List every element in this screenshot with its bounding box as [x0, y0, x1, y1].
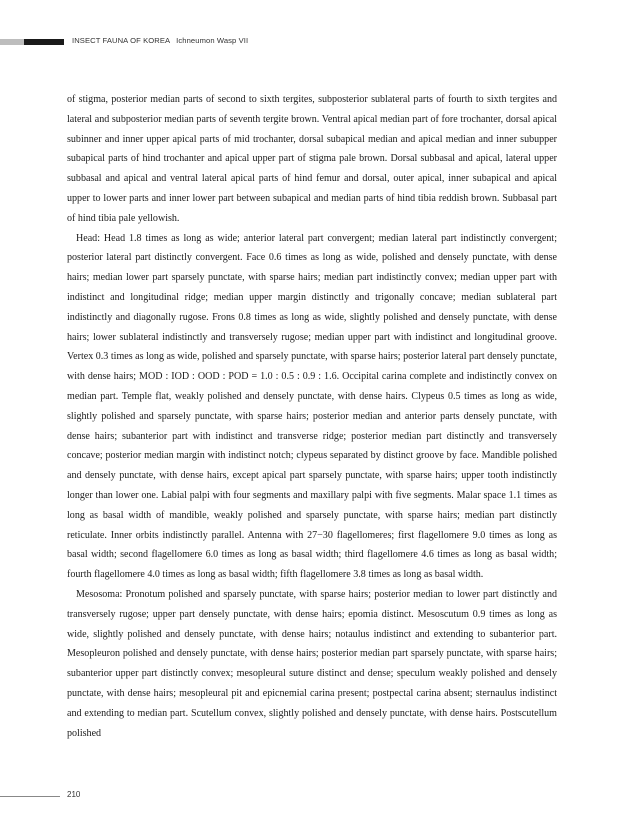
paragraph-head: Head: Head 1.8 times as long as wide; anterior lateral part convergent; median lateral part indistinctly convergent; posterior lateral part distinctly convergent. Face 0.6 times as long as wide, polished and densely punctate, with dense hairs; median lower part sparsely punctate, with sparse hairs; median part indistinctly convex; median upper part with indistinct and longitudinal ridge; median upper margin distinctly and trigonally concave; median sublateral part indistinctly and diagonally rugose. Frons 0.8 times as long as wide, slightly polished and densely punctate, with dense hairs; lower sublateral indistinctly and transversely rugose; median upper part with indistinct and longitudinal groove. Vertex 0.3 times as long as wide, polished and sparsely punctate, with sparse hairs; posterior lateral part densely punctate, with dense hairs; MOD : IOD : OOD : POD = 1.0 : 0.5 : 0.9 : 1.6. Occipital carina complete and indistinctly convex on median part. Temple flat, weakly polished and densely punctate, with dense hairs. Clypeus 0.5 times as long as wide, slightly polished and sparsely punctate, with sparse hairs; posterior median and anterior parts densely punctate, with dense hairs; subanterior part with indistinct and transverse ridge; posterior median part distinctly and transversely concave; posterior median margin with indistinct notch; clypeus separated by distinct groove by face. Mandible polished and densely punctate, with dense hairs, except apical part sparsely punctate, with sparse hairs; upper tooth indistinctly longer than lower one. Labial palpi with four segments and maxillary palpi with five segments. Malar space 1.1 times as long as basal width of mandible, weakly polished and sparsely punctate, with sparse hairs; median part distinctly reticulate. Inner orbits indistinctly parallel. Antenna with 27−30 flagellomeres; first flagellomere 9.0 times as long as basal width; second flagellomere 6.0 times as long as basal width; third flagellomere 4.6 times as long as basal width; fourth flagellomere 4.0 times as long as basal width; fifth flagellomere 3.8 times as long as basal width.: [67, 232, 557, 581]
body-text: [67, 90, 557, 743]
footer-rule: [0, 796, 60, 797]
header-bar-light: [0, 39, 24, 45]
running-head: [72, 36, 248, 45]
paragraph-mesosoma: Mesosoma: Pronotum polished and sparsely punctate, with sparse hairs; posterior median to lower part distinctly and transversely rugose; upper part densely punctate, with dense hairs; epomia distinct. Mesoscutum 0.9 times as long as wide, slightly polished and densely punctate, with dense hairs; notaulus indistinct and extending to subanterior part. Mesopleuron polished and densely punctate, with dense hairs; posterior median part sparsely punctate, with sparse hairs; subanterior upper part distinctly convex; mesopleural suture distinct and dense; speculum weakly polished and densely punctate, with dense hairs; mesopleural pit and epicnemial carina present; postpectal carina absent; sternaulus indistinct and extending to median part. Scutellum convex, slightly polished and densely punctate, with dense hairs. Postscutellum polished: [67, 588, 557, 739]
running-head-volume: Ichneumon Wasp VII: [176, 36, 249, 45]
paragraph-coloration-continued: of stigma, posterior median parts of second to sixth tergites, subposterior sublateral parts of fourth to sixth tergites and lateral and subposterior median parts of seventh tergite brown. Ventral apical median part of fore trochanter, dorsal apical subinner and inner upper apical parts of mid trochanter, dorsal subapical median and apical median and inner subupper subapical parts of hind trochanter and apical upper part of stigma pale brown. Dorsal subbasal and apical, lateral upper subbasal and apical and ventral lateral apical parts of hind femur and dorsal, outer apical, inner subapical and apical upper to lower parts and inner lower part between subapical and median parts of hind tibia reddish brown. Subbasal part of hind tibia pale yellowish.: [67, 94, 557, 224]
header-bar-dark: [24, 39, 64, 45]
page-number: 210: [67, 790, 81, 799]
running-head-series: INSECT FAUNA OF KOREA: [72, 36, 171, 45]
